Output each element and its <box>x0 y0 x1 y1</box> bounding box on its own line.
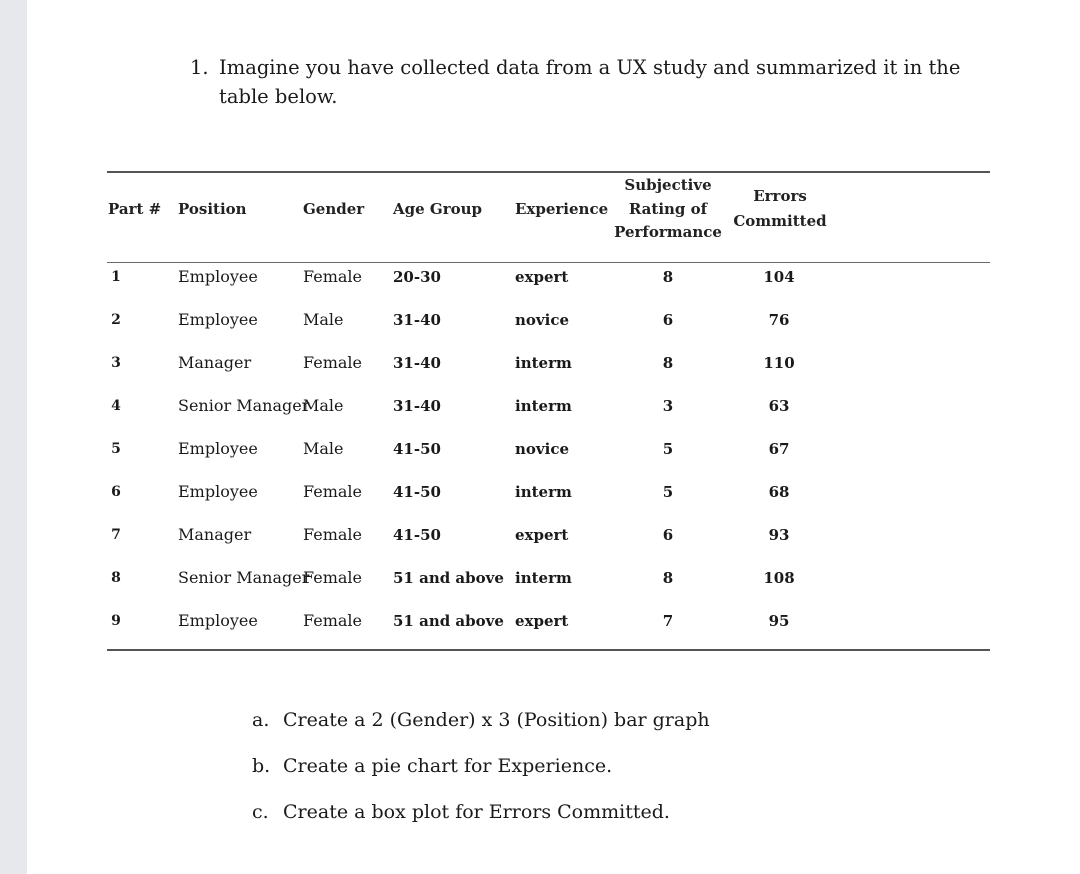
cell-rating: 8 <box>662 354 674 372</box>
cell-errors: 110 <box>763 354 795 372</box>
cell-part: 3 <box>111 355 121 371</box>
cell-part: 6 <box>111 484 121 500</box>
cell-part: 2 <box>111 312 121 328</box>
cell-rating: 5 <box>662 440 674 458</box>
cell-age-group: 41-50 <box>393 440 441 458</box>
table-row <box>0 482 1080 525</box>
task-text: Create a pie chart for Experience. <box>283 755 613 777</box>
cell-position: Senior Manager <box>178 396 310 415</box>
task-text: Create a 2 (Gender) x 3 (Position) bar graph <box>283 709 710 731</box>
task-text: Create a box plot for Errors Committed. <box>283 801 670 823</box>
task-letter: c. <box>252 801 269 823</box>
cell-experience: interm <box>515 569 572 587</box>
cell-position: Employee <box>178 439 258 458</box>
header-position: Position <box>178 200 247 218</box>
cell-part: 1 <box>111 269 121 285</box>
table-header-rule <box>107 262 990 263</box>
cell-errors: 104 <box>763 268 795 286</box>
cell-errors: 108 <box>763 569 795 587</box>
cell-position: Manager <box>178 353 252 372</box>
cell-position: Manager <box>178 525 252 544</box>
cell-age-group: 51 and above <box>393 612 504 630</box>
cell-age-group: 20-30 <box>393 268 441 286</box>
cell-gender: Female <box>303 525 362 544</box>
cell-errors: 68 <box>768 483 790 501</box>
cell-rating: 6 <box>662 311 674 329</box>
cell-experience: expert <box>515 526 569 544</box>
table-row <box>0 611 1080 654</box>
cell-age-group: 41-50 <box>393 483 441 501</box>
cell-rating: 3 <box>662 397 674 415</box>
header-rating-line2: Rating of <box>628 200 708 218</box>
task-letter: b. <box>252 755 271 777</box>
cell-position: Employee <box>178 611 258 630</box>
cell-part: 9 <box>111 613 121 629</box>
table-row <box>0 568 1080 611</box>
cell-gender: Female <box>303 482 362 501</box>
cell-rating: 5 <box>662 483 674 501</box>
question-text: Imagine you have collected data from a UX study and summarized it in the table below. <box>219 56 961 108</box>
header-experience: Experience <box>515 200 609 218</box>
cell-experience: interm <box>515 483 572 501</box>
cell-experience: expert <box>515 612 569 630</box>
table-row <box>0 439 1080 482</box>
cell-position: Employee <box>178 267 258 286</box>
cell-rating: 6 <box>662 526 674 544</box>
cell-position: Employee <box>178 482 258 501</box>
cell-experience: expert <box>515 268 569 286</box>
cell-age-group: 51 and above <box>393 569 504 587</box>
table-bottom-rule <box>107 649 990 651</box>
cell-gender: Male <box>303 439 344 458</box>
cell-rating: 8 <box>662 268 674 286</box>
cell-errors: 63 <box>768 397 790 415</box>
cell-experience: interm <box>515 354 572 372</box>
cell-rating: 8 <box>662 569 674 587</box>
header-age-group: Age Group <box>393 200 483 218</box>
cell-part: 4 <box>111 398 121 414</box>
cell-gender: Female <box>303 267 362 286</box>
table-row <box>0 310 1080 353</box>
cell-gender: Female <box>303 353 362 372</box>
cell-age-group: 41-50 <box>393 526 441 544</box>
cell-errors: 95 <box>768 612 790 630</box>
cell-age-group: 31-40 <box>393 354 441 372</box>
cell-gender: Male <box>303 396 344 415</box>
header-rating-line3: Performance <box>614 223 722 241</box>
cell-part: 8 <box>111 570 121 586</box>
cell-position: Employee <box>178 310 258 329</box>
header-part: Part # <box>108 200 162 218</box>
cell-part: 7 <box>111 527 121 543</box>
cell-experience: novice <box>515 440 570 458</box>
header-gender: Gender <box>303 200 365 218</box>
table-top-rule <box>107 171 990 173</box>
cell-errors: 93 <box>768 526 790 544</box>
cell-errors: 67 <box>768 440 790 458</box>
cell-errors: 76 <box>768 311 790 329</box>
cell-position: Senior Manager <box>178 568 310 587</box>
cell-gender: Female <box>303 568 362 587</box>
cell-experience: interm <box>515 397 572 415</box>
cell-gender: Male <box>303 310 344 329</box>
cell-age-group: 31-40 <box>393 311 441 329</box>
table-row <box>0 267 1080 310</box>
question-1 <box>190 53 970 111</box>
cell-rating: 7 <box>662 612 674 630</box>
task-letter: a. <box>252 709 270 731</box>
cell-age-group: 31-40 <box>393 397 441 415</box>
table-row <box>0 396 1080 439</box>
cell-gender: Female <box>303 611 362 630</box>
cell-part: 5 <box>111 441 121 457</box>
header-errors-line1: Errors <box>753 187 807 205</box>
question-number: 1. <box>190 56 209 79</box>
cell-experience: novice <box>515 311 570 329</box>
table-row <box>0 353 1080 396</box>
header-errors-line2: Committed <box>733 212 827 230</box>
header-rating-line1: Subjective <box>624 176 712 194</box>
table-row <box>0 525 1080 568</box>
